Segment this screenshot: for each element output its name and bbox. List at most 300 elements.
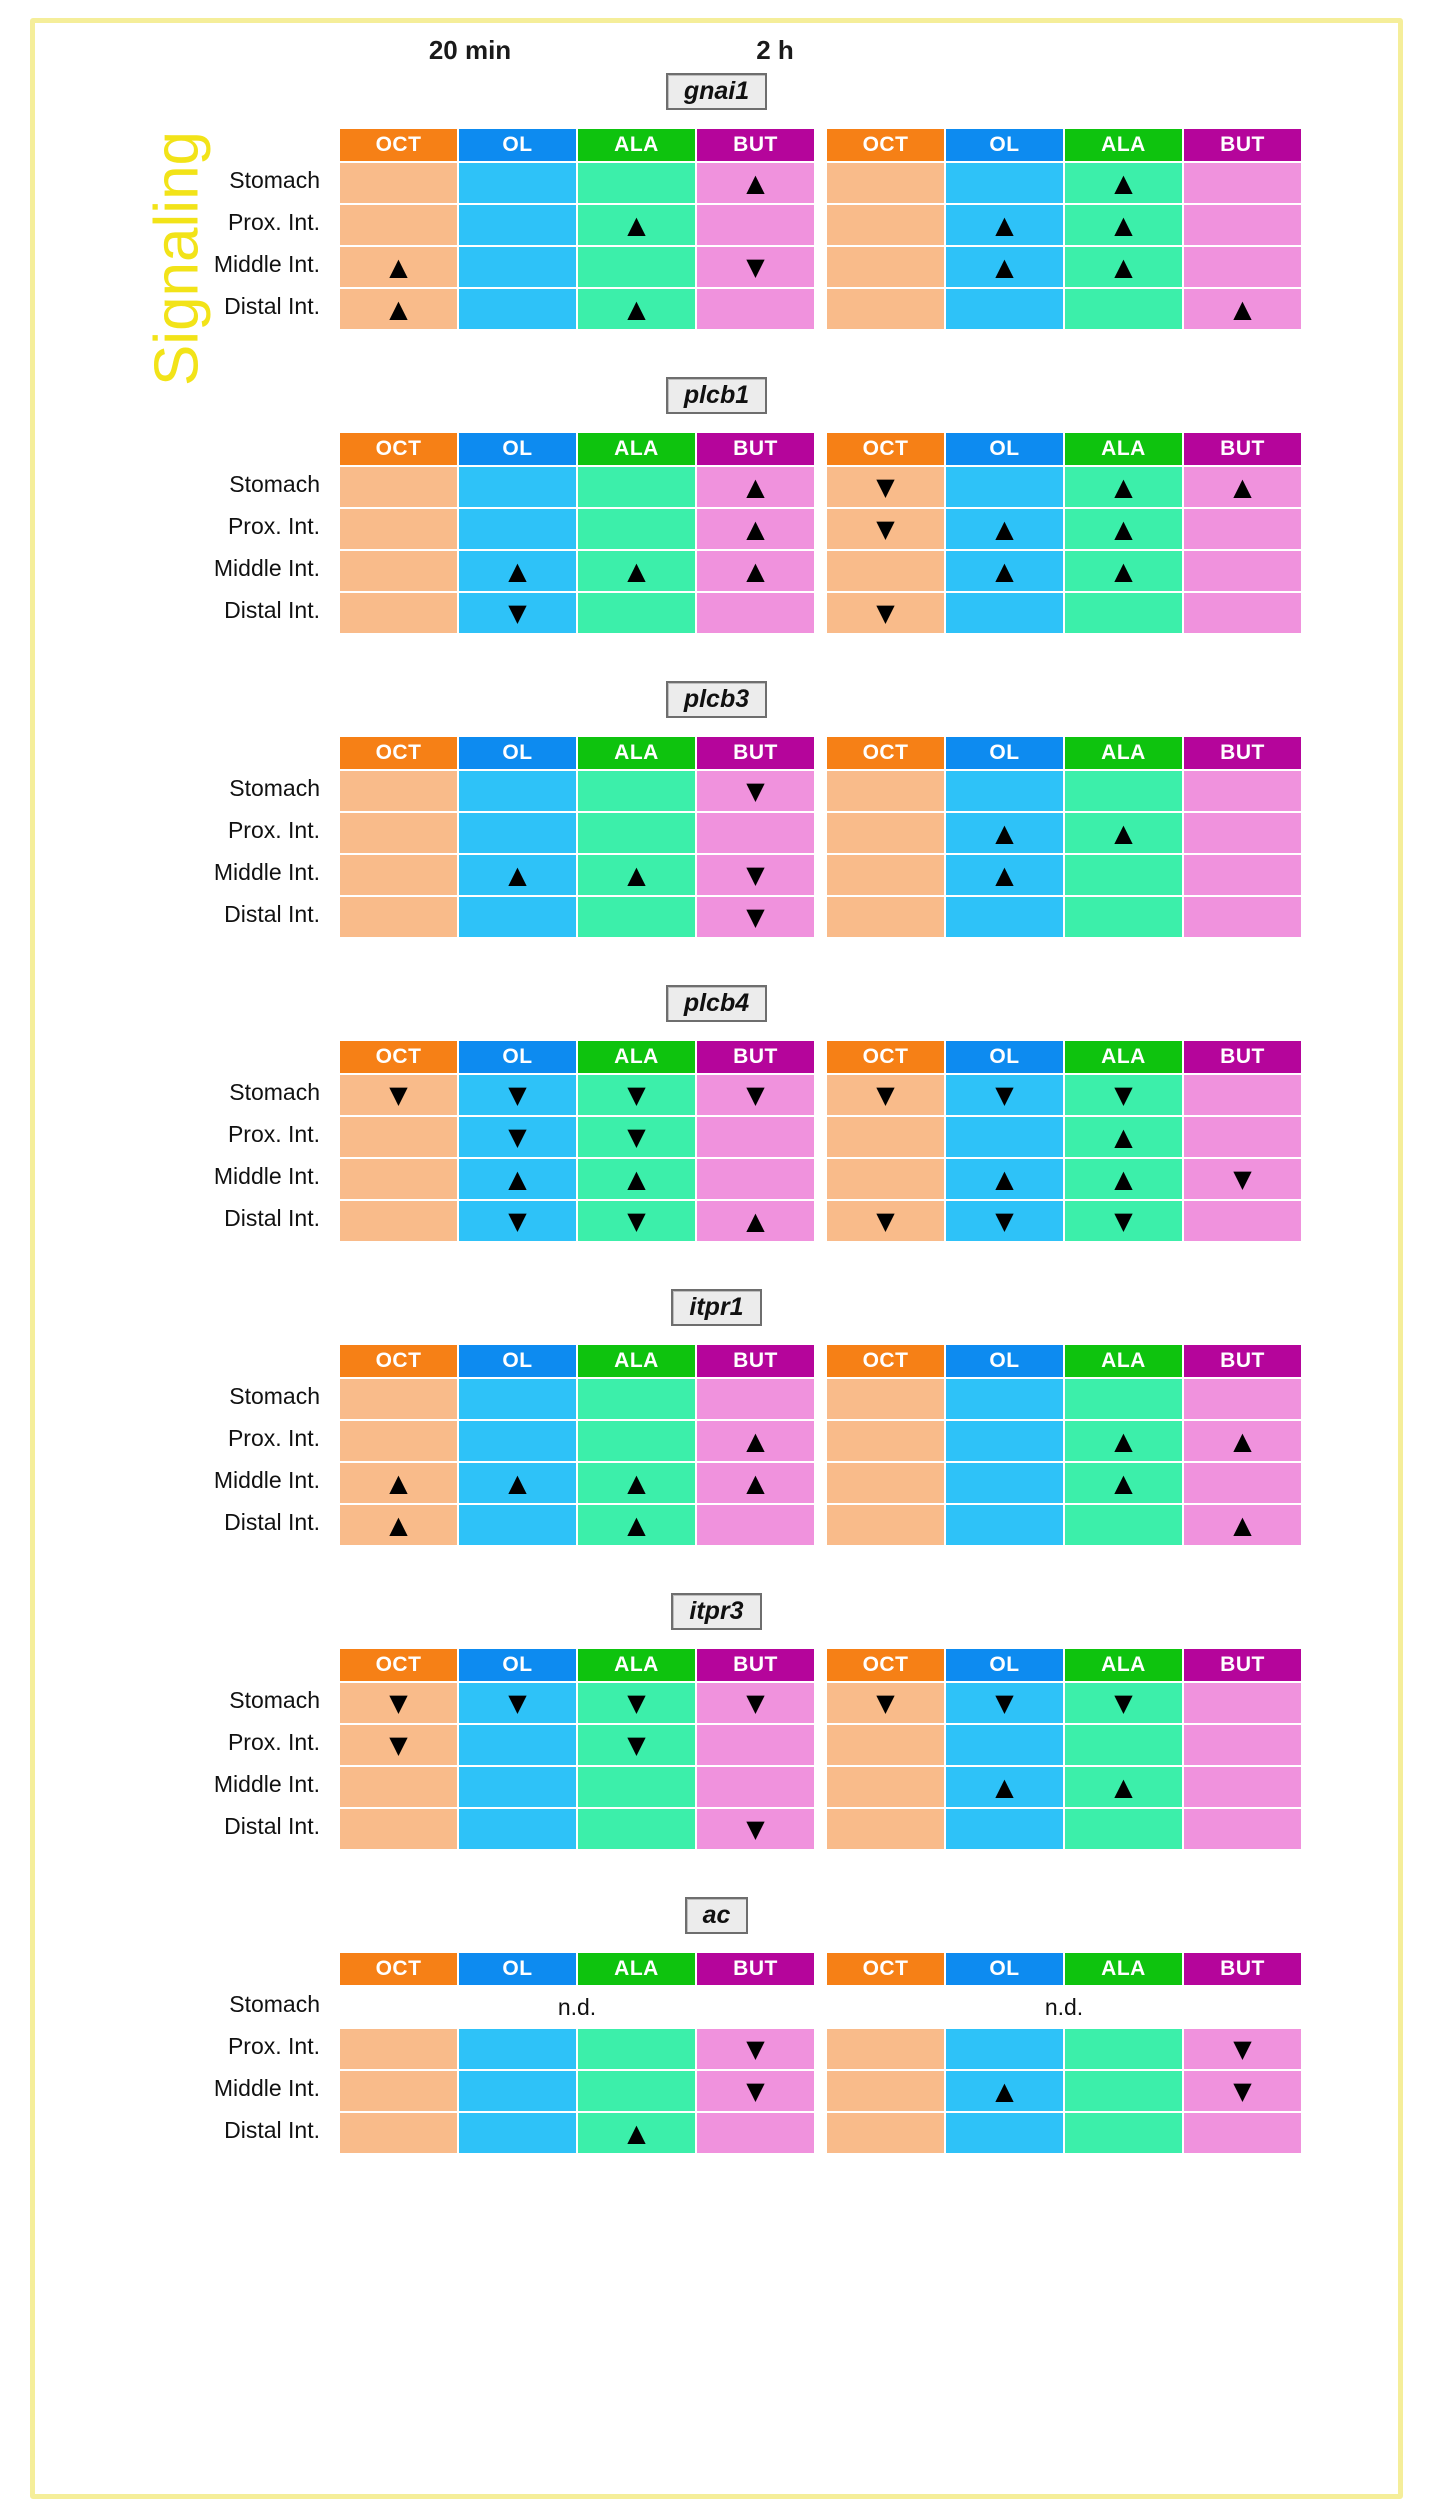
- column-header-but: BUT: [697, 129, 814, 161]
- gene-label-container: [35, 985, 1398, 1025]
- heatmap-cell-but: [697, 2113, 814, 2153]
- arrow-down-icon: ▼: [389, 1081, 408, 1109]
- heatmap-cell-but: [1184, 2113, 1301, 2153]
- column-header-ala: ALA: [1065, 1649, 1182, 1681]
- column-header-oct: OCT: [340, 737, 457, 769]
- heatmap-cell-ala: [1065, 247, 1182, 287]
- table-row: [340, 1767, 814, 1807]
- table-row: [827, 289, 1301, 329]
- arrow-up-icon: ▲: [746, 1207, 765, 1235]
- arrow-up-icon: ▲: [627, 1511, 646, 1539]
- heatmap-cell-ol: [946, 467, 1063, 507]
- column-header-row: [827, 1953, 1301, 1985]
- row-label-middle-int: Middle Int.: [213, 251, 320, 277]
- heatmap-cell-oct: [827, 1767, 944, 1807]
- arrow-down-icon: ▼: [876, 1081, 895, 1109]
- heatmap-cell-ala: [1065, 1725, 1182, 1765]
- heatmap-cell-oct: [827, 1379, 944, 1419]
- table-row: [827, 813, 1301, 853]
- heatmap-cell-but: [697, 247, 814, 287]
- heatmap-cell-oct: [827, 2113, 944, 2153]
- heatmap-cell-but: [1184, 855, 1301, 895]
- table-row: [340, 1201, 814, 1241]
- row-label-prox-int: Prox. Int.: [227, 1121, 320, 1147]
- gene-name-chip: ac: [685, 1897, 749, 1934]
- row-label-stomach: Stomach: [229, 1383, 320, 1409]
- heatmap-cell-but: [697, 771, 814, 811]
- arrow-up-icon: ▲: [995, 557, 1014, 585]
- column-header-ala: ALA: [578, 1649, 695, 1681]
- heatmap-cell-but: [697, 1809, 814, 1849]
- heatmap-cell-ala: [1065, 1463, 1182, 1503]
- heatmap-body: [340, 1985, 814, 2153]
- heatmap-cell-ol: [946, 163, 1063, 203]
- heatmap-cell-oct: [827, 1117, 944, 1157]
- heatmap-cell-ala: [1065, 1767, 1182, 1807]
- heatmap-cell-oct: [827, 1075, 944, 1115]
- arrow-down-icon: ▼: [746, 2077, 765, 2105]
- column-header-ol: OL: [946, 1041, 1063, 1073]
- heatmap-cell-but: [1184, 1201, 1301, 1241]
- row-label-stomach: Stomach: [229, 775, 320, 801]
- heatmap-cell-oct: [340, 247, 457, 287]
- heatmap-cell-ala: [1065, 855, 1182, 895]
- row-label-stomach: Stomach: [229, 1079, 320, 1105]
- heatmap-cell-but: [1184, 1421, 1301, 1461]
- heatmap-cell-ala: [578, 1379, 695, 1419]
- arrow-down-icon: ▼: [876, 599, 895, 627]
- heatmap-cell-oct: [827, 247, 944, 287]
- table-row: [827, 247, 1301, 287]
- heatmap-cell-but: [1184, 1463, 1301, 1503]
- heatmap-cell-but: [1184, 1505, 1301, 1545]
- heatmap-cell-oct: [827, 593, 944, 633]
- heatmap-body: [827, 465, 1301, 633]
- column-header-ala: ALA: [578, 1953, 695, 1985]
- table-row: [340, 771, 814, 811]
- table-row: [340, 1809, 814, 1849]
- heatmap-body: [827, 1681, 1301, 1849]
- table-row: [340, 2029, 814, 2069]
- heatmap-cell-but: [697, 1683, 814, 1723]
- row-label-distal-int: Distal Int.: [224, 2117, 320, 2143]
- arrow-down-icon: ▼: [389, 1689, 408, 1717]
- row-label-column: [135, 1071, 320, 1239]
- heatmap-cell-ol: [459, 1725, 576, 1765]
- heatmap-cell-ala: [1065, 1505, 1182, 1545]
- column-header-oct: OCT: [827, 1345, 944, 1377]
- heatmap-cell-ala: [1065, 1159, 1182, 1199]
- arrow-up-icon: ▲: [1114, 1123, 1133, 1151]
- heatmap-cell-but: [1184, 247, 1301, 287]
- heatmap-cell-ol: [459, 509, 576, 549]
- heatmap-cell-ol: [459, 247, 576, 287]
- arrow-up-icon: ▲: [1114, 557, 1133, 585]
- column-header-ala: ALA: [1065, 1041, 1182, 1073]
- row-label-distal-int: Distal Int.: [224, 1205, 320, 1231]
- heatmap-body: [340, 1681, 814, 1849]
- heatmap-cell-ol: [459, 289, 576, 329]
- heatmap-cell-but: [697, 593, 814, 633]
- column-header-ol: OL: [459, 1649, 576, 1681]
- table-row: [340, 1683, 814, 1723]
- heatmap-cell-oct: [340, 813, 457, 853]
- heatmap-cell-oct: [827, 771, 944, 811]
- arrow-up-icon: ▲: [1114, 169, 1133, 197]
- heatmap-panel: [340, 737, 814, 937]
- column-header-but: BUT: [697, 433, 814, 465]
- heatmap-panel: [827, 737, 1301, 937]
- table-row: [340, 1159, 814, 1199]
- arrow-down-icon: ▼: [1233, 2077, 1252, 2105]
- heatmap-cell-ol: [459, 205, 576, 245]
- heatmap-cell-but: [697, 1201, 814, 1241]
- heatmap-cell-ol: [946, 1159, 1063, 1199]
- heatmap-cell-ala: [1065, 1809, 1182, 1849]
- arrow-up-icon: ▲: [995, 211, 1014, 239]
- heatmap-cell-ala: [1065, 467, 1182, 507]
- arrow-down-icon: ▼: [746, 903, 765, 931]
- table-row: [827, 2071, 1301, 2111]
- heatmap-cell-ala: [578, 1075, 695, 1115]
- arrow-down-icon: ▼: [995, 1689, 1014, 1717]
- heatmap-cell-ala: [1065, 1683, 1182, 1723]
- timepoint-header-20min: 20 min: [428, 35, 512, 65]
- table-row: [827, 1159, 1301, 1199]
- heatmap-cell-ol: [946, 771, 1063, 811]
- heatmap-cell-oct: [827, 1159, 944, 1199]
- gene-block-list: [35, 67, 1398, 2191]
- heatmap-body: [827, 769, 1301, 937]
- arrow-up-icon: ▲: [746, 557, 765, 585]
- heatmap-cell-ala: [578, 2029, 695, 2069]
- heatmap-cell-oct: [827, 1683, 944, 1723]
- heatmap-cell-ala: [578, 1683, 695, 1723]
- heatmap-cell-but: [697, 813, 814, 853]
- row-label-middle-int: Middle Int.: [213, 1467, 320, 1493]
- heatmap-cell-ol: [946, 509, 1063, 549]
- table-row: [827, 1505, 1301, 1545]
- table-row: [340, 2071, 814, 2111]
- heatmap-cell-oct: [340, 2029, 457, 2069]
- heatmap-cell-oct: [827, 1809, 944, 1849]
- table-row: [827, 509, 1301, 549]
- arrow-down-icon: ▼: [508, 1207, 527, 1235]
- arrow-down-icon: ▼: [995, 1207, 1014, 1235]
- column-header-ala: ALA: [578, 433, 695, 465]
- heatmap-cell-ol: [459, 897, 576, 937]
- heatmap-cell-oct: [827, 467, 944, 507]
- arrow-down-icon: ▼: [1233, 1165, 1252, 1193]
- heatmap-cell-oct: [340, 289, 457, 329]
- heatmap-cell-but: [1184, 1117, 1301, 1157]
- heatmap-cell-ol: [459, 1809, 576, 1849]
- column-header-ala: ALA: [578, 129, 695, 161]
- column-header-ol: OL: [946, 433, 1063, 465]
- heatmap-cell-oct: [340, 205, 457, 245]
- heatmap-cell-oct: [827, 1421, 944, 1461]
- heatmap-cell-ala: [578, 247, 695, 287]
- column-header-ol: OL: [946, 1649, 1063, 1681]
- row-label-distal-int: Distal Int.: [224, 1813, 320, 1839]
- arrow-up-icon: ▲: [1114, 253, 1133, 281]
- heatmap-cell-ol: [459, 1379, 576, 1419]
- heatmap-cell-but: [1184, 1725, 1301, 1765]
- heatmap-cell-ala: [578, 771, 695, 811]
- heatmap-cell-ala: [1065, 1421, 1182, 1461]
- heatmap-cell-ol: [946, 813, 1063, 853]
- heatmap-cell-ala: [578, 813, 695, 853]
- arrow-down-icon: ▼: [508, 599, 527, 627]
- gene-label-container: [35, 377, 1398, 417]
- heatmap-cell-ol: [459, 2029, 576, 2069]
- heatmap-body: [340, 161, 814, 329]
- heatmap-panel: [340, 1345, 814, 1545]
- arrow-down-icon: ▼: [508, 1689, 527, 1717]
- arrow-down-icon: ▼: [876, 1207, 895, 1235]
- table-row: [827, 2029, 1301, 2069]
- arrow-down-icon: ▼: [627, 1689, 646, 1717]
- row-label-column: [135, 463, 320, 631]
- arrow-up-icon: ▲: [389, 1469, 408, 1497]
- heatmap-panel: [827, 1649, 1301, 1849]
- arrow-up-icon: ▲: [1233, 473, 1252, 501]
- table-row: [827, 1683, 1301, 1723]
- column-header-row: [340, 129, 814, 161]
- column-header-ol: OL: [459, 129, 576, 161]
- not-determined-row: [827, 1987, 1301, 2027]
- heatmap-panel: [340, 1953, 814, 2153]
- column-header-ol: OL: [459, 1345, 576, 1377]
- heatmap-cell-oct: [827, 813, 944, 853]
- column-header-oct: OCT: [340, 1953, 457, 1985]
- arrow-down-icon: ▼: [995, 1081, 1014, 1109]
- gene-block: [35, 1283, 1398, 1587]
- arrow-up-icon: ▲: [746, 1469, 765, 1497]
- heatmap-cell-ol: [946, 1117, 1063, 1157]
- row-label-distal-int: Distal Int.: [224, 901, 320, 927]
- heatmap-cell-ol: [946, 1421, 1063, 1461]
- heatmap-body: [827, 1073, 1301, 1241]
- row-label-middle-int: Middle Int.: [213, 859, 320, 885]
- column-header-oct: OCT: [340, 433, 457, 465]
- heatmap-body: [340, 465, 814, 633]
- heatmap-cell-oct: [827, 1505, 944, 1545]
- heatmap-cell-ala: [578, 163, 695, 203]
- row-label-prox-int: Prox. Int.: [227, 209, 320, 235]
- table-row: [340, 289, 814, 329]
- table-row: [340, 1463, 814, 1503]
- heatmap-cell-oct: [340, 1379, 457, 1419]
- column-header-oct: OCT: [827, 1041, 944, 1073]
- heatmap-cell-oct: [340, 593, 457, 633]
- column-header-row: [827, 433, 1301, 465]
- heatmap-cell-ala: [1065, 1117, 1182, 1157]
- heatmap-cell-oct: [827, 205, 944, 245]
- table-row: [340, 467, 814, 507]
- column-header-but: BUT: [697, 1649, 814, 1681]
- table-row: [827, 1421, 1301, 1461]
- heatmap-cell-but: [1184, 2029, 1301, 2069]
- heatmap-cell-oct: [340, 163, 457, 203]
- heatmap-cell-ala: [1065, 2029, 1182, 2069]
- row-label-distal-int: Distal Int.: [224, 597, 320, 623]
- heatmap-cell-but: [697, 1379, 814, 1419]
- gene-name-chip: plcb1: [666, 377, 767, 414]
- heatmap-cell-ol: [946, 1463, 1063, 1503]
- column-header-ol: OL: [946, 1345, 1063, 1377]
- column-header-ala: ALA: [578, 737, 695, 769]
- heatmap-cell-ala: [578, 1421, 695, 1461]
- column-header-ala: ALA: [1065, 737, 1182, 769]
- arrow-down-icon: ▼: [627, 1123, 646, 1151]
- heatmap-cell-ol: [459, 1117, 576, 1157]
- heatmap-panel: [340, 433, 814, 633]
- arrow-down-icon: ▼: [746, 1081, 765, 1109]
- heatmap-cell-ol: [946, 1809, 1063, 1849]
- heatmap-panel: [340, 1041, 814, 1241]
- heatmap-cell-oct: [340, 1159, 457, 1199]
- arrow-down-icon: ▼: [1114, 1207, 1133, 1235]
- arrow-up-icon: ▲: [1114, 515, 1133, 543]
- table-row: [827, 163, 1301, 203]
- column-header-but: BUT: [697, 1345, 814, 1377]
- table-row: [827, 467, 1301, 507]
- table-row: [340, 1117, 814, 1157]
- column-header-row: [827, 1041, 1301, 1073]
- heatmap-cell-ol: [459, 2113, 576, 2153]
- table-row: [827, 593, 1301, 633]
- arrow-up-icon: ▲: [1114, 211, 1133, 239]
- heatmap-cell-ol: [946, 1379, 1063, 1419]
- heatmap-cell-but: [697, 163, 814, 203]
- table-row: [827, 1117, 1301, 1157]
- timepoint-header-2h: 2 h: [756, 35, 794, 65]
- column-header-ol: OL: [459, 1953, 576, 1985]
- arrow-down-icon: ▼: [876, 1689, 895, 1717]
- row-label-middle-int: Middle Int.: [213, 1163, 320, 1189]
- heatmap-cell-ol: [946, 855, 1063, 895]
- gene-label-container: [35, 681, 1398, 721]
- heatmap-body: [340, 1073, 814, 1241]
- arrow-up-icon: ▲: [389, 1511, 408, 1539]
- heatmap-cell-but: [697, 509, 814, 549]
- heatmap-cell-oct: [340, 2113, 457, 2153]
- not-determined-row: [340, 1987, 814, 2027]
- heatmap-cell-oct: [340, 1075, 457, 1115]
- arrow-down-icon: ▼: [1114, 1689, 1133, 1717]
- column-header-ol: OL: [946, 1953, 1063, 1985]
- heatmap-cell-but: [697, 1117, 814, 1157]
- column-header-row: [340, 1953, 814, 1985]
- column-header-row: [827, 1649, 1301, 1681]
- heatmap-cell-oct: [340, 509, 457, 549]
- arrow-up-icon: ▲: [627, 1469, 646, 1497]
- table-row: [827, 551, 1301, 591]
- arrow-down-icon: ▼: [746, 777, 765, 805]
- heatmap-panel: [827, 129, 1301, 329]
- heatmap-cell-ala: [1065, 551, 1182, 591]
- table-row: [340, 509, 814, 549]
- heatmap-cell-oct: [827, 1463, 944, 1503]
- row-label-stomach: Stomach: [229, 167, 320, 193]
- column-header-but: BUT: [1184, 1953, 1301, 1985]
- table-row: [827, 1201, 1301, 1241]
- arrow-up-icon: ▲: [1233, 1511, 1252, 1539]
- arrow-up-icon: ▲: [995, 819, 1014, 847]
- table-row: [340, 1379, 814, 1419]
- column-header-but: BUT: [1184, 433, 1301, 465]
- heatmap-panel: [827, 1953, 1301, 2153]
- row-label-stomach: Stomach: [229, 1687, 320, 1713]
- heatmap-panel: [827, 433, 1301, 633]
- column-header-ol: OL: [946, 737, 1063, 769]
- heatmap-cell-ol: [946, 593, 1063, 633]
- heatmap-cell-ala: [1065, 2113, 1182, 2153]
- heatmap-cell-ala: [578, 1725, 695, 1765]
- gene-label-container: [35, 1289, 1398, 1329]
- heatmap-cell-ala: [1065, 813, 1182, 853]
- arrow-up-icon: ▲: [995, 1773, 1014, 1801]
- column-header-ala: ALA: [1065, 433, 1182, 465]
- heatmap-panel: [340, 1649, 814, 1849]
- heatmap-cell-but: [697, 897, 814, 937]
- heatmap-body: [340, 1377, 814, 1545]
- gene-name-chip: plcb3: [666, 681, 767, 718]
- column-header-oct: OCT: [827, 1953, 944, 1985]
- heatmap-cell-oct: [827, 551, 944, 591]
- table-row: [827, 771, 1301, 811]
- heatmap-cell-oct: [340, 1683, 457, 1723]
- arrow-down-icon: ▼: [746, 1689, 765, 1717]
- heatmap-cell-but: [1184, 1075, 1301, 1115]
- heatmap-cell-ala: [1065, 1201, 1182, 1241]
- heatmap-cell-but: [1184, 1809, 1301, 1849]
- table-row: [827, 1463, 1301, 1503]
- column-header-ol: OL: [946, 129, 1063, 161]
- heatmap-body: [827, 1985, 1301, 2153]
- arrow-up-icon: ▲: [508, 557, 527, 585]
- column-header-oct: OCT: [340, 1041, 457, 1073]
- arrow-up-icon: ▲: [627, 211, 646, 239]
- arrow-down-icon: ▼: [876, 473, 895, 501]
- heatmap-panel: [340, 129, 814, 329]
- not-determined-label: n.d.: [1044, 1993, 1084, 2020]
- arrow-down-icon: ▼: [876, 515, 895, 543]
- column-header-row: [340, 1649, 814, 1681]
- column-header-but: BUT: [1184, 1345, 1301, 1377]
- column-header-ala: ALA: [1065, 1953, 1182, 1985]
- column-header-oct: OCT: [827, 433, 944, 465]
- arrow-down-icon: ▼: [627, 1081, 646, 1109]
- heatmap-cell-ala: [578, 551, 695, 591]
- table-row: [827, 1809, 1301, 1849]
- heatmap-cell-but: [697, 1725, 814, 1765]
- heatmap-cell-ol: [946, 1683, 1063, 1723]
- heatmap-cell-oct: [827, 1725, 944, 1765]
- heatmap-cell-ala: [1065, 2071, 1182, 2111]
- column-header-row: [340, 1345, 814, 1377]
- column-header-row: [340, 1041, 814, 1073]
- arrow-down-icon: ▼: [389, 1731, 408, 1759]
- gene-name-chip: itpr3: [671, 1593, 761, 1630]
- row-label-prox-int: Prox. Int.: [227, 2033, 320, 2059]
- column-header-but: BUT: [697, 737, 814, 769]
- row-label-prox-int: Prox. Int.: [227, 1425, 320, 1451]
- arrow-down-icon: ▼: [627, 1731, 646, 1759]
- column-header-row: [827, 1345, 1301, 1377]
- heatmap-cell-ol: [459, 1201, 576, 1241]
